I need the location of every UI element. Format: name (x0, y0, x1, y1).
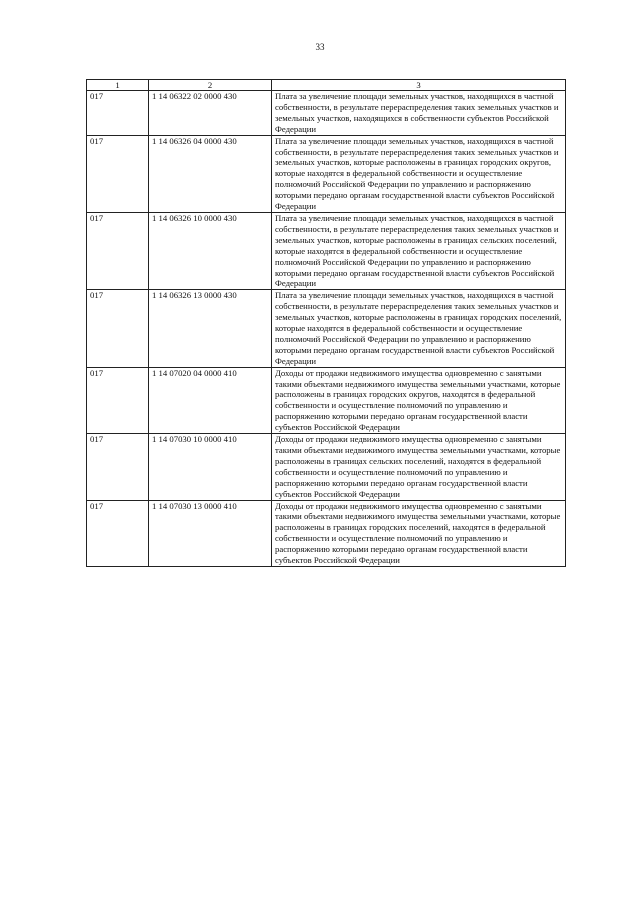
revenue-description-cell: Доходы от продажи недвижимого имущества одновременно с занятыми такими объектами недвижимого имущества земельными участками, которые расположены в границах сельских поселений, находятся в федеральной собственности и осуществление полномочий по управлению и распоряжению которыми передано органам государственной власти субъектов Российской Федерации (272, 434, 566, 500)
column-header-2: 2 (149, 80, 272, 91)
revenue-code-cell: 1 14 06326 10 0000 430 (149, 212, 272, 289)
revenue-description-cell: Плата за увеличение площади земельных участков, находящихся в частной собственности, в результате перераспределения таких земельных участков и земельных участков, находящихся в собственности субъектов Российской Федерации (272, 91, 566, 136)
table-row (87, 367, 566, 433)
table-row (87, 212, 566, 289)
admin-code-cell: 017 (87, 135, 149, 212)
admin-code-cell: 017 (87, 212, 149, 289)
table-header-row (87, 80, 566, 91)
revenue-description-cell: Плата за увеличение площади земельных участков, находящихся в частной собственности, в результате перераспределения таких земельных участков и земельных участков, которые расположены в границах городских поселений, которые находятся в федеральной собственности и осуществление полномочий Российской Федерации по управлению и распоряжению которыми передано органам государственной власти субъектов Российской Федерации (272, 290, 566, 367)
admin-code-cell: 017 (87, 500, 149, 566)
table-row (87, 434, 566, 500)
revenue-description-cell: Плата за увеличение площади земельных участков, находящихся в частной собственности, в результате перераспределения таких земельных участков и земельных участков, которые расположены в границах городских округов, которые находятся в федеральной собственности и осуществление полномочий Российской Федерации по управлению и распоряжению которыми передано органам государственной власти субъектов Российской Федерации (272, 135, 566, 212)
table-row (87, 290, 566, 367)
revenue-code-cell: 1 14 06322 02 0000 430 (149, 91, 272, 136)
revenue-code-cell: 1 14 07030 13 0000 410 (149, 500, 272, 566)
revenue-code-cell: 1 14 07020 04 0000 410 (149, 367, 272, 433)
table-row (87, 91, 566, 136)
admin-code-cell: 017 (87, 367, 149, 433)
revenue-description-cell: Доходы от продажи недвижимого имущества одновременно с занятыми такими объектами недвижимого имущества земельными участками, которые расположены в границах городских округов, находятся в федеральной собственности и осуществление полномочий по управлению и распоряжению которыми передано органам государственной власти субъектов Российской Федерации (272, 367, 566, 433)
revenue-code-cell: 1 14 06326 04 0000 430 (149, 135, 272, 212)
admin-code-cell: 017 (87, 290, 149, 367)
admin-code-cell: 017 (87, 91, 149, 136)
table-row (87, 500, 566, 566)
table-row (87, 135, 566, 212)
revenue-description-cell: Доходы от продажи недвижимого имущества одновременно с занятыми такими объектами недвижимого имущества земельными участками, которые расположены в границах городских поселений, находятся в федеральной собственности и осуществление полномочий по управлению и распоряжению которыми передано органам государственной власти субъектов Российской Федерации (272, 500, 566, 566)
column-header-3: 3 (272, 80, 566, 91)
column-header-1: 1 (87, 80, 149, 91)
admin-code-cell: 017 (87, 434, 149, 500)
revenue-code-cell: 1 14 07030 10 0000 410 (149, 434, 272, 500)
page-number: 33 (315, 42, 325, 52)
revenue-code-cell: 1 14 06326 13 0000 430 (149, 290, 272, 367)
revenue-codes-table (86, 79, 566, 567)
revenue-description-cell: Плата за увеличение площади земельных участков, находящихся в частной собственности, в результате перераспределения таких земельных участков и земельных участков, которые расположены в границах сельских поселений, которые находятся в федеральной собственности и осуществление полномочий Российской Федерации по управлению и распоряжению которыми передано органам государственной власти субъектов Российской Федерации (272, 212, 566, 289)
